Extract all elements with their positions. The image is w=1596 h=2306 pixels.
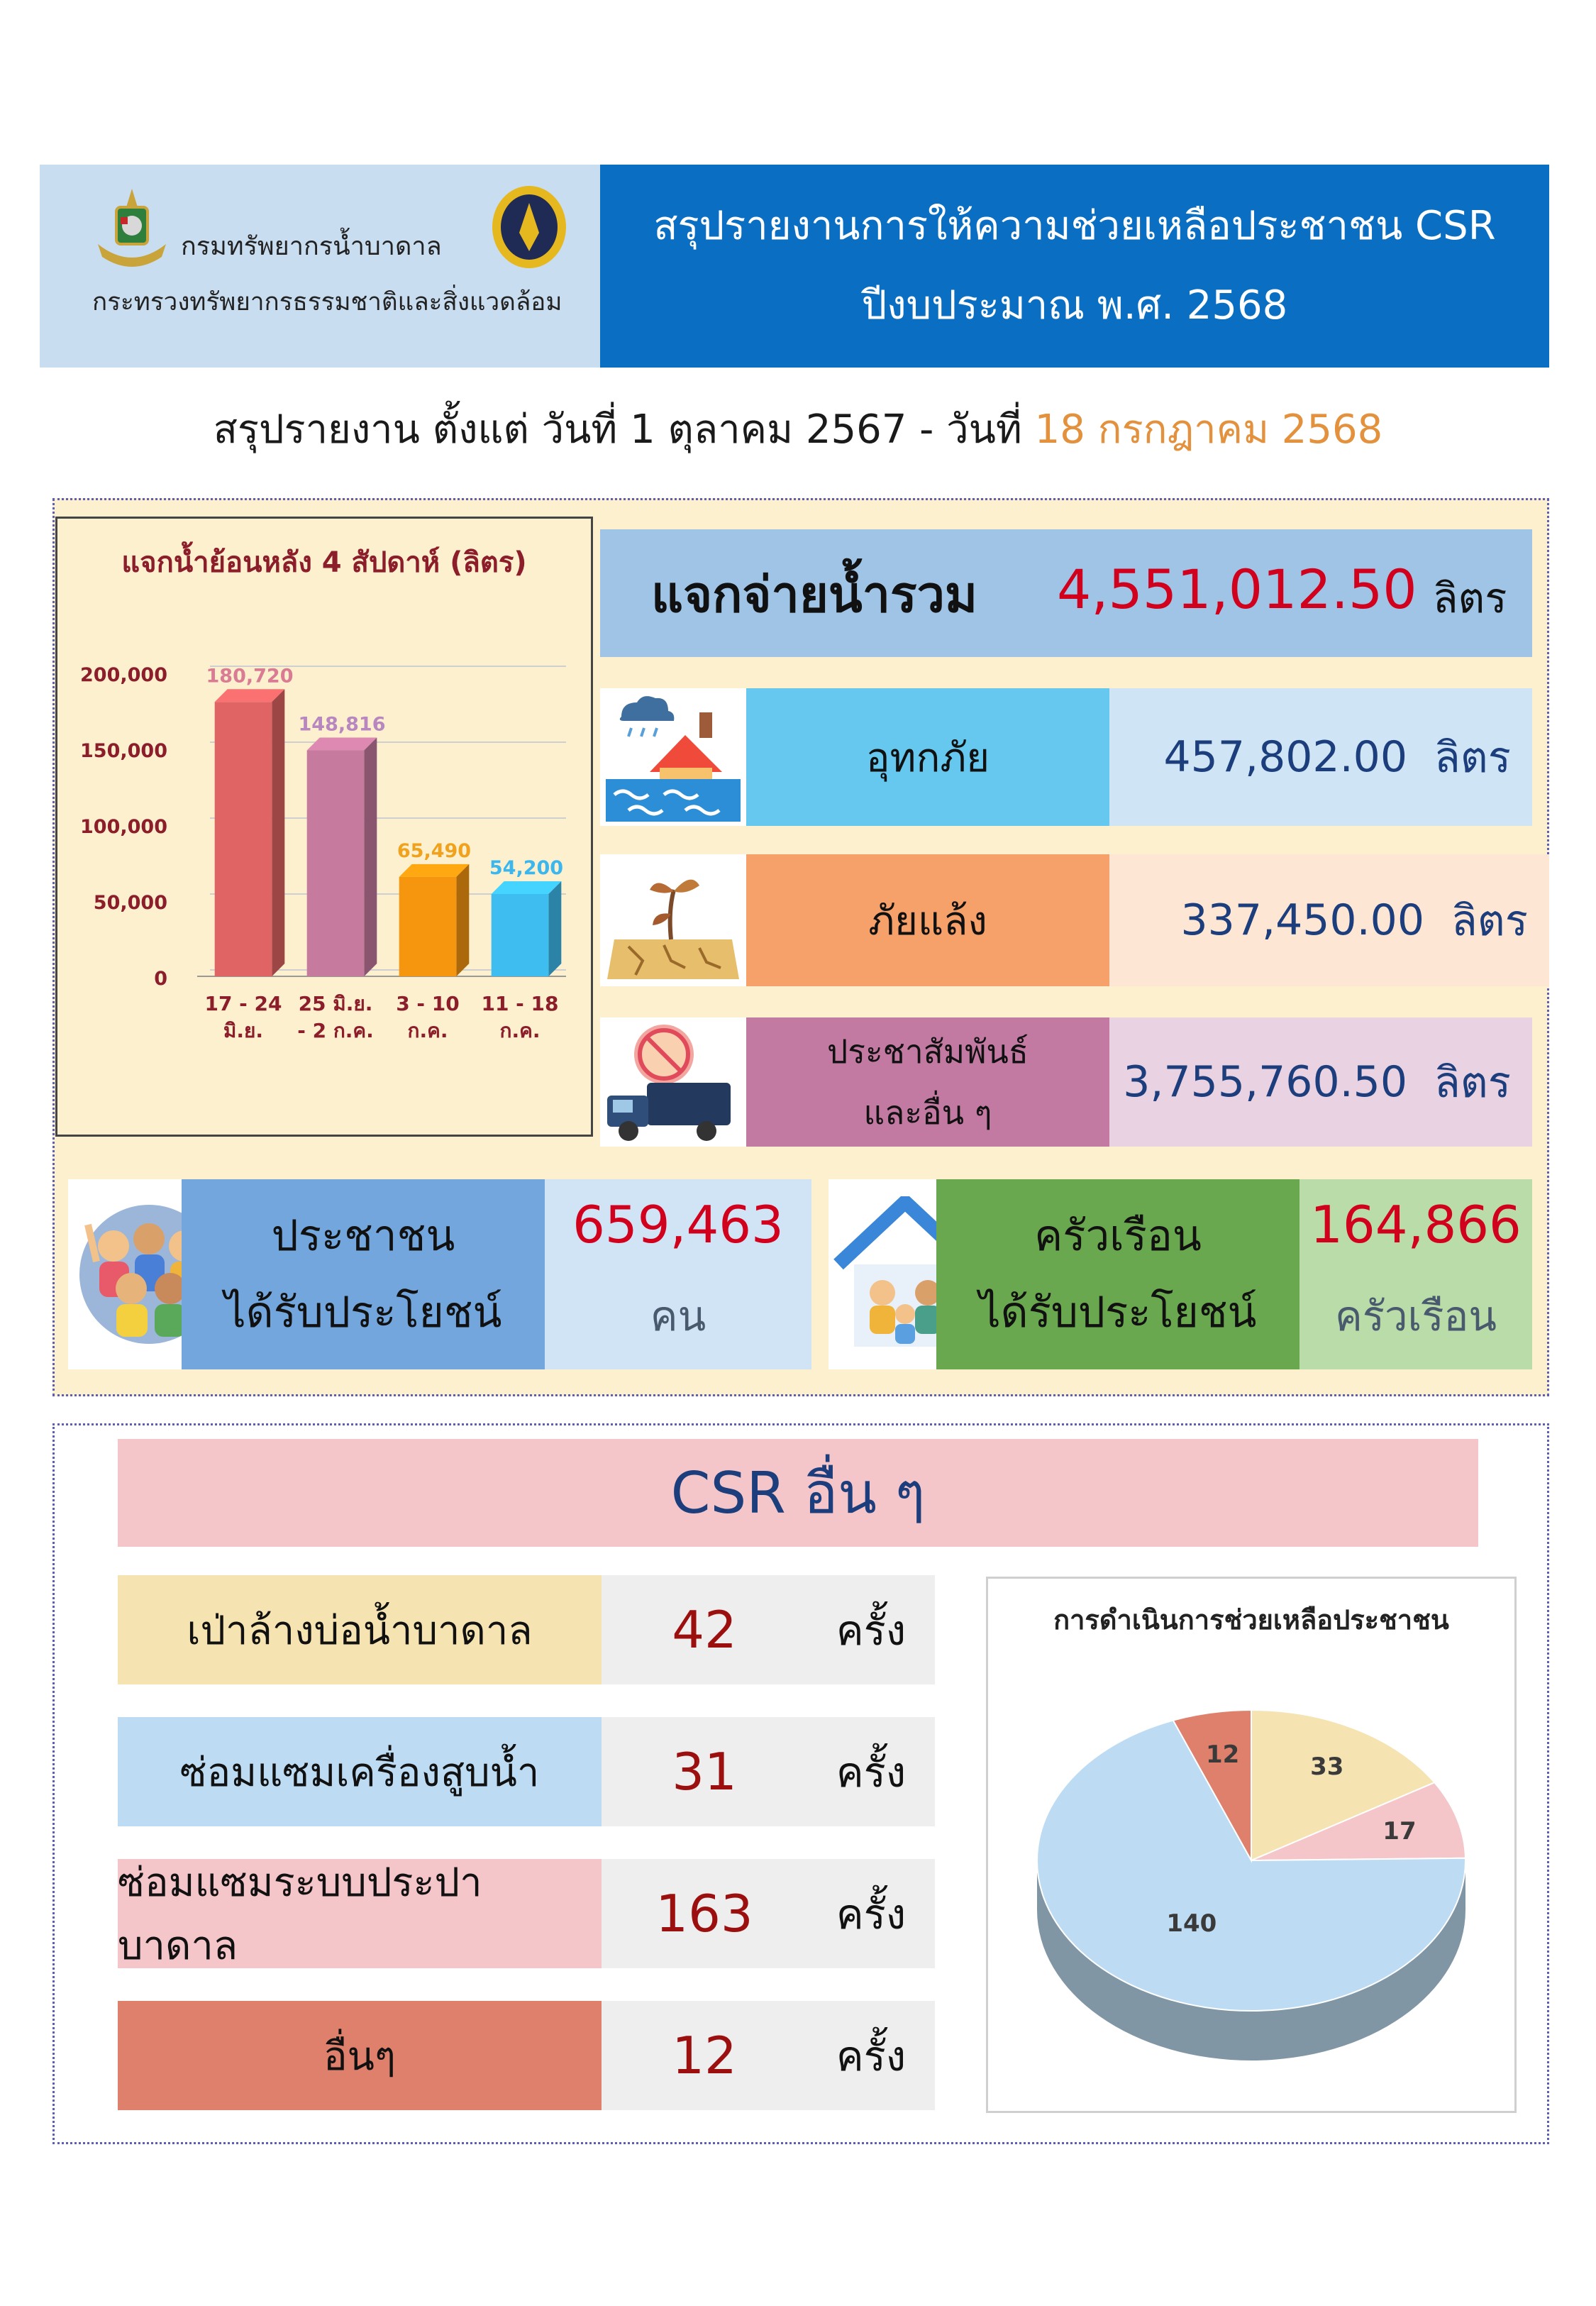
- household-label-line2: ได้รับประโยชน์: [979, 1288, 1257, 1337]
- water-system-repair-label: ซ่อมแซมระบบประปาบาดาล: [118, 1859, 602, 1968]
- people-unit: คน: [650, 1292, 706, 1340]
- bar-category-label: 25 มิ.ย.: [298, 992, 373, 1015]
- water-system-repair-unit: ครั้ง: [807, 1859, 935, 1968]
- household-value: 164,866: [1310, 1195, 1522, 1254]
- report-period: [0, 397, 1596, 460]
- assistance-pie-chart: [986, 1577, 1517, 2113]
- household-label: [936, 1179, 1299, 1369]
- water-truck-icon: [600, 1017, 746, 1147]
- pr-label-line1: ประชาสัมพันธ์: [827, 1032, 1029, 1071]
- well-flushing-unit: ครั้ง: [807, 1575, 935, 1684]
- drought-icon-cell: [600, 854, 746, 986]
- drought-value-cell: [1109, 854, 1549, 986]
- water-system-repair-count: 163: [602, 1859, 807, 1968]
- others-unit: ครั้ง: [807, 2001, 935, 2110]
- ministry-seal-icon: [489, 183, 569, 272]
- drought-label: ภัยแล้ง: [746, 854, 1109, 986]
- bar: [307, 738, 377, 976]
- well-flushing-label: เป่าล้างบ่อน้ำบาดาล: [118, 1575, 602, 1684]
- total-water-unit: ลิตร: [1433, 574, 1507, 622]
- flood-icon: [600, 688, 746, 826]
- others-label: อื่นๆ: [118, 2001, 602, 2110]
- report-title-banner: [600, 165, 1549, 368]
- household-unit: ครัวเรือน: [1335, 1292, 1497, 1340]
- bar-value-label: 54,200: [489, 857, 564, 880]
- pie-slice-label: 33: [1310, 1753, 1344, 1782]
- well-flushing-count: 42: [602, 1575, 807, 1684]
- bar-category-label: ก.ค.: [407, 1019, 448, 1042]
- people-label: [182, 1179, 545, 1369]
- bar-y-tick-label: 150,000: [80, 740, 167, 762]
- total-water-value: 4,551,012.50: [1057, 558, 1417, 621]
- flood-label: อุทกภัย: [746, 688, 1109, 826]
- bar-y-tick-label: 50,000: [93, 892, 167, 914]
- bar-value-label: 180,720: [206, 665, 294, 688]
- department-name: กรมทรัพยากรน้ำบาดาล: [181, 232, 442, 261]
- bar-category-label: มิ.ย.: [223, 1019, 264, 1042]
- pr-icon-cell: [600, 1017, 746, 1147]
- others-count: 12: [602, 2001, 807, 2110]
- people-label-line1: ประชาชน: [271, 1211, 455, 1261]
- pie-slice-label: 17: [1382, 1816, 1417, 1846]
- pr-value-cell: [1109, 1017, 1532, 1147]
- other-csr-banner: CSR อื่น ๆ: [118, 1439, 1478, 1547]
- household-label-line1: ครัวเรือน: [1034, 1211, 1202, 1261]
- drought-unit: ลิตร: [1451, 895, 1528, 946]
- bar: [399, 864, 470, 976]
- bar-category-label: - 2 ก.ค.: [297, 1019, 374, 1042]
- bar: [215, 689, 285, 976]
- bar-y-tick-label: 100,000: [80, 816, 167, 838]
- pr-label: [746, 1017, 1109, 1147]
- pr-value: 3,755,760.50: [1123, 1057, 1408, 1107]
- department-emblem-icon: [92, 186, 172, 278]
- drought-value: 337,450.00: [1180, 895, 1425, 945]
- pr-label-line2: และอื่น ๆ: [863, 1093, 992, 1132]
- total-water-label: แจกจ่ายน้ำรวม: [651, 566, 978, 624]
- people-label-line2: ได้รับประโยชน์: [224, 1288, 502, 1337]
- bar: [492, 881, 562, 976]
- pump-repair-label: ซ่อมแซมเครื่องสูบน้ำ: [118, 1717, 602, 1826]
- flood-value-cell: [1109, 688, 1532, 826]
- flood-value: 457,802.00: [1163, 732, 1408, 782]
- weekly-bar-chart: [55, 517, 593, 1137]
- people-value: 659,463: [572, 1195, 784, 1254]
- pie-slice-label: 140: [1166, 1909, 1217, 1938]
- bar-value-label: 148,816: [298, 713, 386, 736]
- fiscal-year: ปีงบประมาณ พ.ศ. 2568: [861, 282, 1288, 329]
- pie-chart-title: การดำเนินการช่วยเหลือประชาชน: [1053, 1604, 1449, 1635]
- pump-repair-count: 31: [602, 1717, 807, 1826]
- period-end-date: 18 กรกฎาคม 2568: [1034, 407, 1383, 453]
- bar-y-tick-label: 0: [154, 968, 167, 990]
- pie-slice-label: 12: [1205, 1740, 1240, 1770]
- bar-category-label: 17 - 24: [204, 992, 282, 1015]
- bar-category-label: ก.ค.: [499, 1019, 541, 1042]
- report-title: สรุปรายงานการให้ความช่วยเหลือประชาชน CSR: [653, 203, 1496, 249]
- bar-chart-title: แจกน้ำย้อนหลัง 4 สัปดาห์ (ลิตร): [121, 546, 527, 579]
- bar-category-label: 11 - 18: [481, 992, 559, 1015]
- pump-repair-unit: ครั้ง: [807, 1717, 935, 1826]
- household-value-cell: [1299, 1179, 1532, 1369]
- people-value-cell: [545, 1179, 811, 1369]
- period-prefix: สรุปรายงาน ตั้งแต่ วันที่ 1 ตุลาคม 2567 - วันที่: [213, 407, 1022, 453]
- bar-y-tick-label: 200,000: [80, 664, 167, 686]
- drought-icon: [600, 854, 746, 986]
- bar-value-label: 65,490: [397, 839, 472, 862]
- bar-category-label: 3 - 10: [396, 992, 460, 1015]
- flood-unit: ลิตร: [1434, 732, 1511, 783]
- flood-icon-cell: [600, 688, 746, 826]
- pr-unit: ลิตร: [1434, 1057, 1511, 1108]
- ministry-name: กระทรวงทรัพยากรธรรมชาติและสิ่งแวดล้อม: [92, 288, 563, 316]
